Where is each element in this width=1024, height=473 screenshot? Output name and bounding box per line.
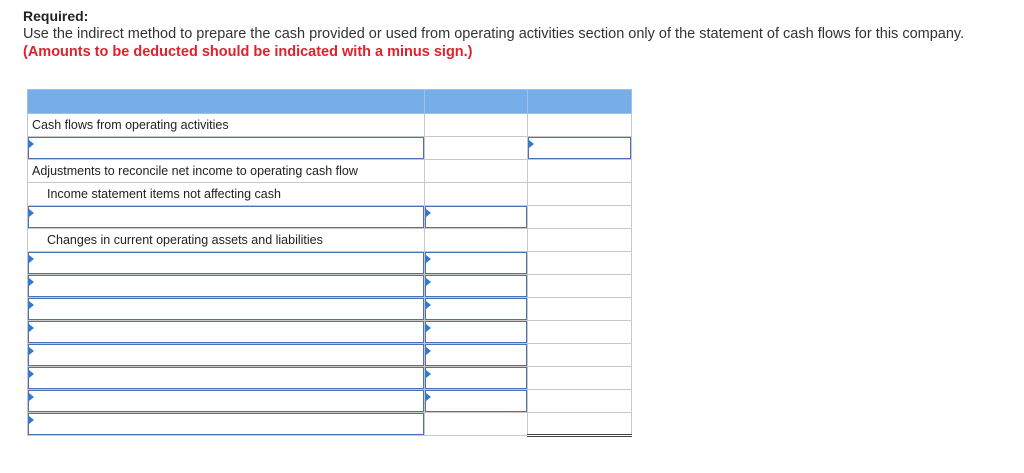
row-change-4 bbox=[28, 321, 632, 344]
change-label-field-5[interactable] bbox=[29, 345, 423, 365]
change-amount-field-4[interactable] bbox=[426, 322, 526, 342]
change-amount-field-1[interactable] bbox=[426, 253, 526, 273]
row-change-2 bbox=[28, 275, 632, 298]
row-change-6 bbox=[28, 367, 632, 390]
change-amount-input-3[interactable] bbox=[425, 298, 527, 320]
operating-activities-label: Cash flows from operating activities bbox=[32, 118, 229, 132]
row-change-7 bbox=[28, 390, 632, 413]
change-label-field-4[interactable] bbox=[29, 322, 423, 342]
cash-flow-worksheet bbox=[27, 89, 632, 437]
row-net-income bbox=[28, 137, 632, 160]
net-income-amount-input[interactable] bbox=[528, 137, 631, 159]
change-amount-input-2[interactable] bbox=[425, 275, 527, 297]
row-changes-header bbox=[28, 229, 632, 252]
row-change-1 bbox=[28, 252, 632, 275]
change-amount-field-7[interactable] bbox=[426, 391, 526, 411]
net-income-label-field[interactable] bbox=[29, 138, 423, 158]
change-label-input-7[interactable] bbox=[28, 390, 424, 412]
header-cell-total bbox=[528, 90, 632, 114]
row-operating-header bbox=[28, 114, 632, 137]
change-amount-field-2[interactable] bbox=[426, 276, 526, 296]
header-cell-amount bbox=[425, 90, 528, 114]
changes-current-label: Changes in current operating assets and liabilities bbox=[47, 233, 323, 247]
change-label-input-2[interactable] bbox=[28, 275, 424, 297]
change-label-field-6[interactable] bbox=[29, 368, 423, 388]
row-noncash-header bbox=[28, 183, 632, 206]
required-heading: Required: bbox=[23, 8, 89, 24]
worksheet-header-row bbox=[28, 90, 632, 114]
adjustments-label: Adjustments to reconcile net income to operating cash flow bbox=[32, 164, 358, 178]
change-label-input-4[interactable] bbox=[28, 321, 424, 343]
instructions bbox=[23, 7, 1013, 61]
noncash-amount-input-1[interactable] bbox=[425, 206, 527, 228]
change-amount-field-3[interactable] bbox=[426, 299, 526, 319]
row-adjustments-header bbox=[28, 160, 632, 183]
change-amount-input-5[interactable] bbox=[425, 344, 527, 366]
change-label-field-2[interactable] bbox=[29, 276, 423, 296]
row-total bbox=[28, 413, 632, 436]
change-label-input-1[interactable] bbox=[28, 252, 424, 274]
change-amount-input-7[interactable] bbox=[425, 390, 527, 412]
instructions-body bbox=[23, 25, 1013, 61]
instructions-text: Use the indirect method to prepare the cash provided or used from operating activities section only of the statement of cash flows for this company. bbox=[23, 26, 965, 42]
net-income-label-input[interactable] bbox=[28, 137, 424, 159]
noncash-items-label: Income statement items not affecting cash bbox=[47, 187, 281, 201]
change-label-field-3[interactable] bbox=[29, 299, 423, 319]
change-label-input-5[interactable] bbox=[28, 344, 424, 366]
change-label-input-3[interactable] bbox=[28, 298, 424, 320]
change-amount-input-6[interactable] bbox=[425, 367, 527, 389]
instructions-emphasis: (Amounts to be deducted should be indicated with a minus sign.) bbox=[23, 44, 473, 60]
total-amount-cell bbox=[528, 413, 632, 436]
noncash-label-input-1[interactable] bbox=[28, 206, 424, 228]
total-label-field[interactable] bbox=[29, 414, 423, 434]
change-amount-field-6[interactable] bbox=[426, 368, 526, 388]
change-label-field-7[interactable] bbox=[29, 391, 423, 411]
row-change-5 bbox=[28, 344, 632, 367]
row-change-3 bbox=[28, 298, 632, 321]
noncash-amount-field-1[interactable] bbox=[426, 207, 526, 227]
header-cell-label bbox=[28, 90, 425, 114]
change-amount-input-1[interactable] bbox=[425, 252, 527, 274]
noncash-label-field-1[interactable] bbox=[29, 207, 423, 227]
change-amount-field-5[interactable] bbox=[426, 345, 526, 365]
change-amount-input-4[interactable] bbox=[425, 321, 527, 343]
total-label-input[interactable] bbox=[28, 413, 424, 435]
row-noncash-1 bbox=[28, 206, 632, 229]
change-label-field-1[interactable] bbox=[29, 253, 423, 273]
net-income-amount-field[interactable] bbox=[529, 138, 630, 158]
change-label-input-6[interactable] bbox=[28, 367, 424, 389]
